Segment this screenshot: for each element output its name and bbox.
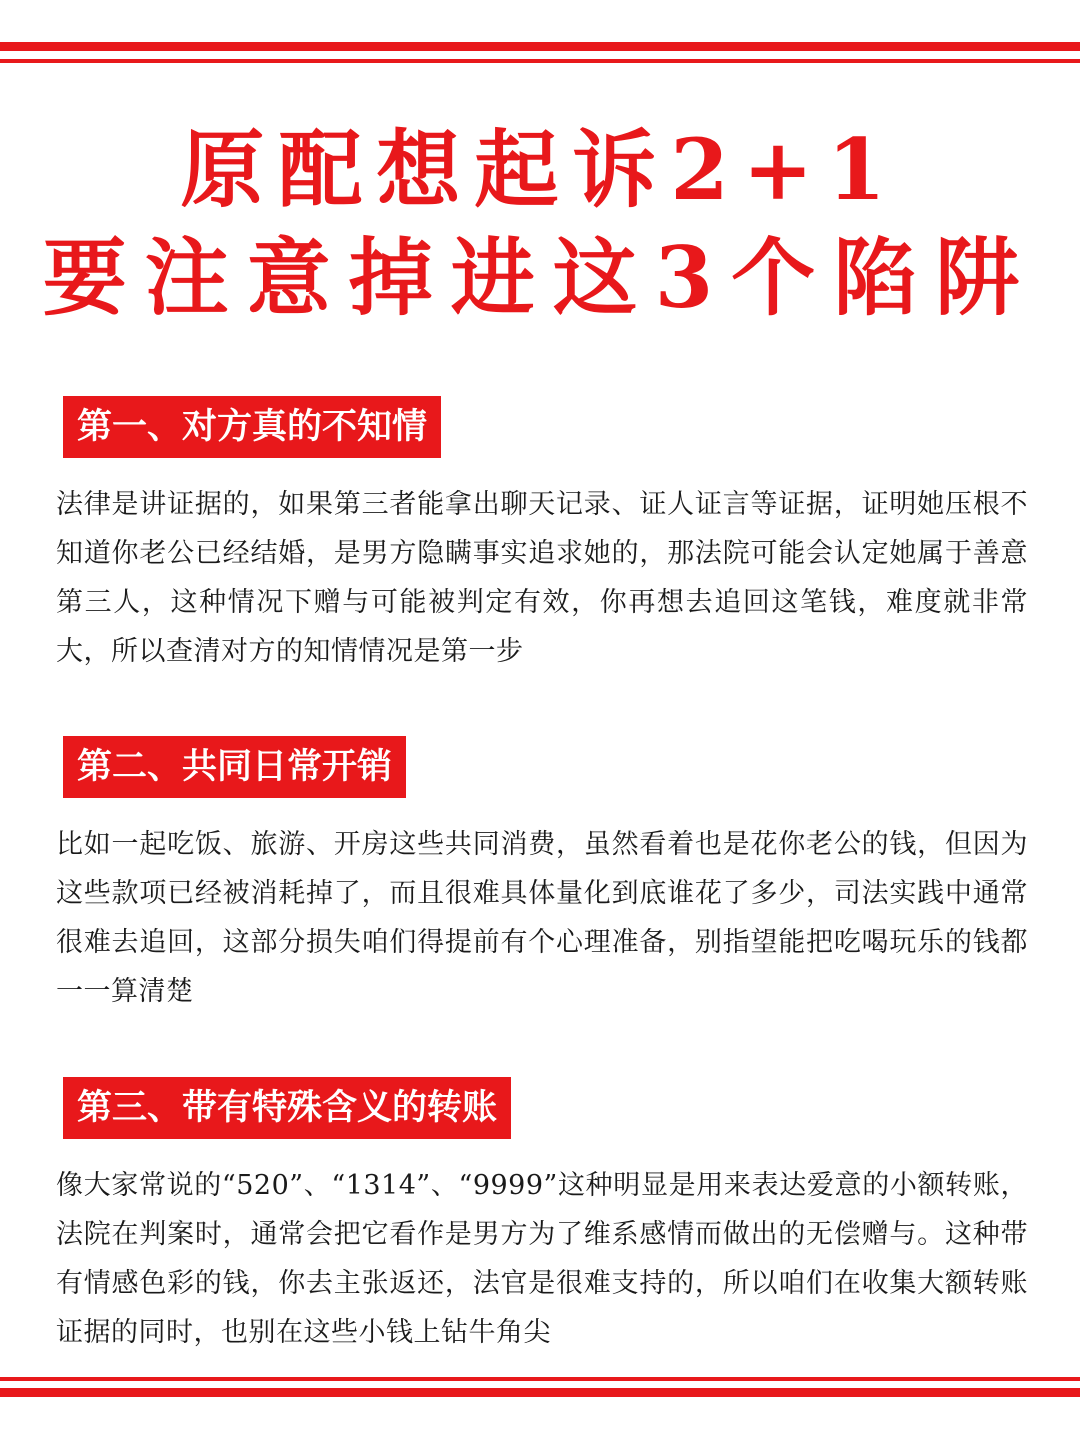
page-title-line-1: 原配想起诉2+1 — [180, 120, 900, 219]
section-heading-1: 第一、对方真的不知情 — [63, 396, 441, 458]
section-heading-3: 第三、带有特殊含义的转账 — [63, 1077, 511, 1139]
section-body-3: 像大家常说的“520”、“1314”、“9999”这种明显是用来表达爱意的小额转账，法院在判案时，通常会把它看作是男方为了维系感情而做出的无偿赠与。这种带有情感色彩的钱，你去主张返还，法官是很难支持的，所以咱们在收集大额转账证据的同时，也别在这些小钱上钻牛角尖 — [56, 1170, 1028, 1348]
top-border-thick — [0, 42, 1080, 51]
bottom-border-thick — [0, 1388, 1080, 1397]
top-border-thin — [0, 59, 1080, 63]
bottom-border-thin — [0, 1377, 1080, 1381]
section-heading-2: 第二、共同日常开销 — [63, 736, 406, 798]
page-title-line-2: 要注意掉进这3个陷阱 — [42, 228, 1038, 327]
section-body-1: 法律是讲证据的，如果第三者能拿出聊天记录、证人证言等证据，证明她压根不知道你老公已经结婚，是男方隐瞒事实追求她的，那法院可能会认定她属于善意第三人，这种情况下赠与可能被判定有效，你再想去追回这笔钱，难度就非常大，所以查清对方的知情情况是第一步 — [56, 489, 1028, 667]
section-body-2: 比如一起吃饭、旅游、开房这些共同消费，虽然看着也是花你老公的钱，但因为这些款项已经被消耗掉了，而且很难具体量化到底谁花了多少，司法实践中通常很难去追回，这部分损失咱们得提前有个心理准备，别指望能把吃喝玩乐的钱都一一算清楚 — [56, 829, 1028, 1007]
